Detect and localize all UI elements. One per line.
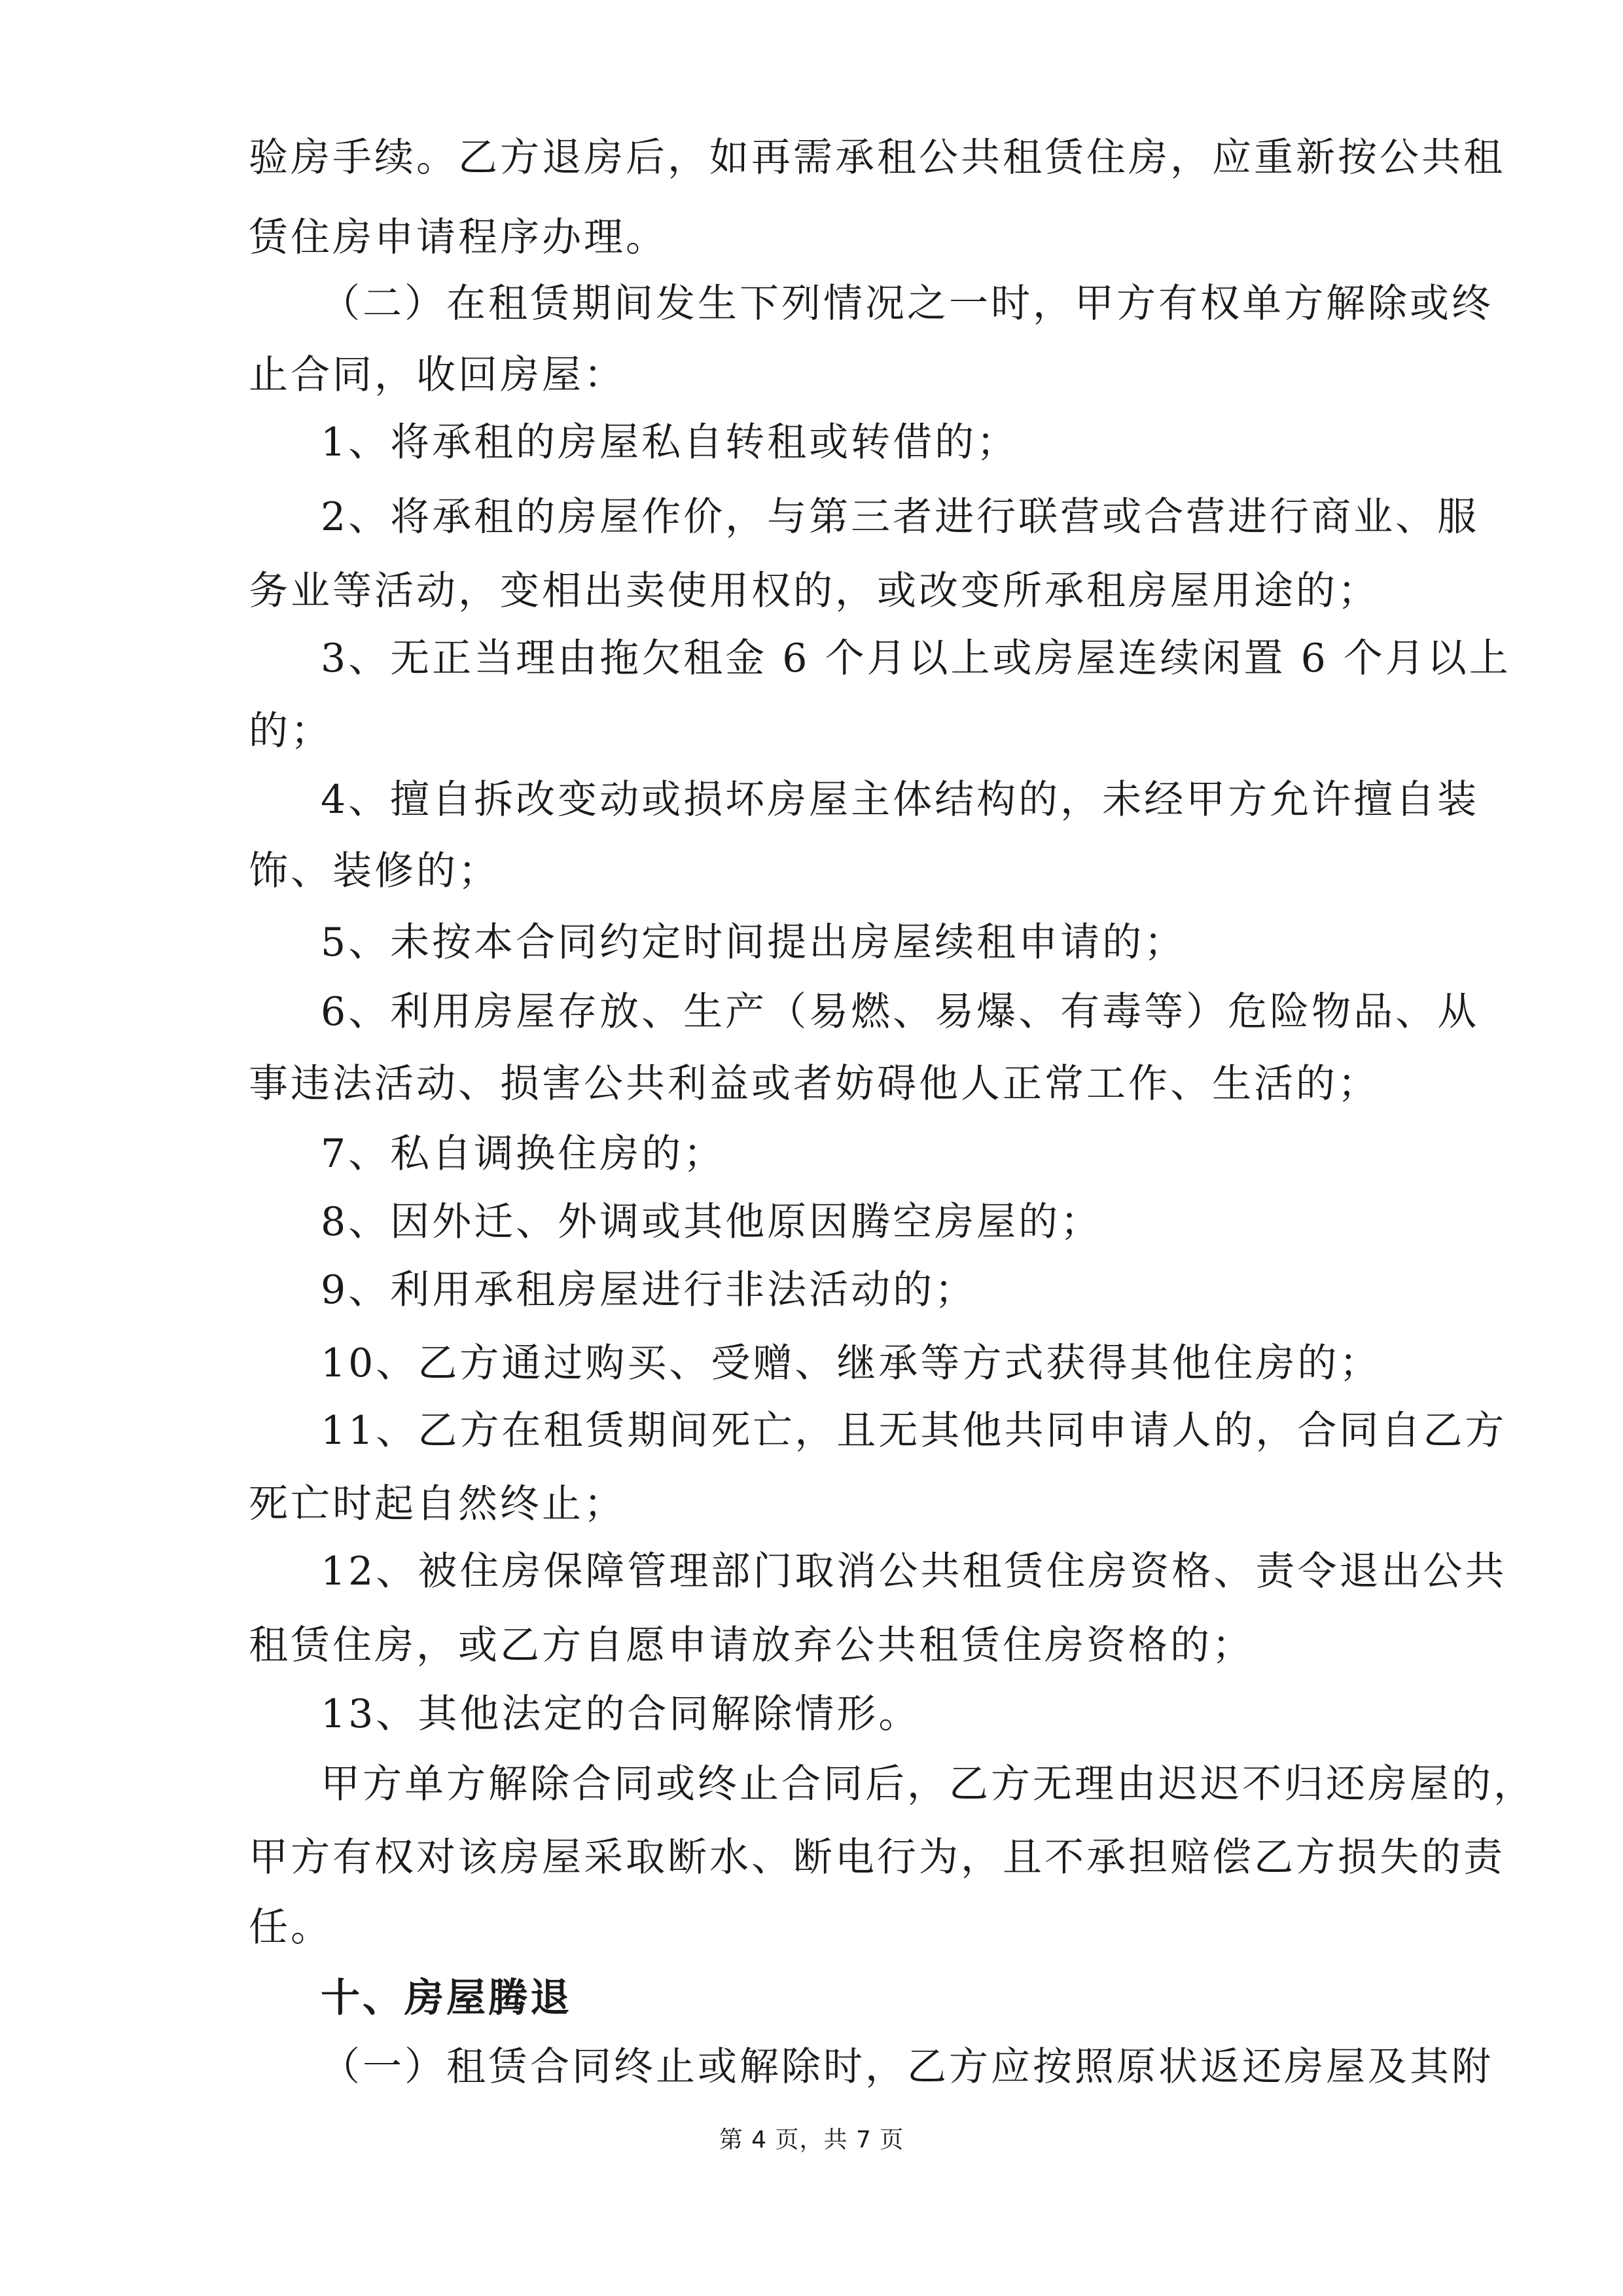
list-item: 5、未按本合同约定时间提出房屋续租申请的；	[321, 920, 1186, 965]
list-item: 4、擅自拆改变动或损坏房屋主体结构的，未经甲方允许擅自装	[321, 777, 1480, 823]
paragraph-line: （二）在租赁期间发生下列情况之一时，甲方有权单方解除或终	[321, 281, 1493, 327]
paragraph-line: 甲方有权对该房屋采取断水、断电行为，且不承担赔偿乙方损失的责	[249, 1835, 1505, 1880]
paragraph-line: 赁住房申请程序办理。	[249, 215, 668, 260]
paragraph-line: 止合同，收回房屋：	[249, 352, 626, 398]
list-item: 13、其他法定的合同解除情形。	[321, 1691, 921, 1737]
section-heading: 十、房屋腾退	[321, 1975, 572, 2021]
list-item: 1、将承租的房屋私自转租或转借的；	[321, 420, 1019, 465]
list-item: 3、无正当理由拖欠租金 6 个月以上或房屋连续闲置 6 个月以上	[321, 636, 1511, 681]
paragraph-line: 验房手续。乙方退房后，如再需承租公共租赁住房，应重新按公共租	[249, 135, 1505, 181]
list-item: 8、因外迁、外调或其他原因腾空房屋的；	[321, 1199, 1103, 1245]
paragraph-line: 任。	[249, 1905, 332, 1950]
list-item: 9、利用承租房屋进行非法活动的；	[321, 1267, 977, 1313]
paragraph-line: 甲方单方解除合同或终止合同后，乙方无理由迟迟不归还房屋的，	[321, 1761, 1535, 1807]
list-item: 6、利用房屋存放、生产（易燃、易爆、有毒等）危险物品、从	[321, 989, 1480, 1035]
paragraph-line: 事违法活动、损害公共利益或者妨碍他人正常工作、生活的；	[249, 1061, 1380, 1107]
paragraph-line: 饰、装修的；	[249, 848, 500, 894]
page-footer: 第 4 页，共 7 页	[719, 2126, 904, 2153]
paragraph-line: （一）租赁合同终止或解除时，乙方应按照原状返还房屋及其附	[321, 2044, 1493, 2090]
paragraph-line: 租赁住房，或乙方自愿申请放弃公共租赁住房资格的；	[249, 1623, 1254, 1668]
paragraph-line: 的；	[249, 708, 332, 754]
list-item: 12、被住房保障管理部门取消公共租赁住房资格、责令退出公共	[321, 1549, 1507, 1594]
paragraph-line: 死亡时起自然终止；	[249, 1481, 626, 1527]
list-item: 10、乙方通过购买、受赠、继承等方式获得其他住房的；	[321, 1340, 1382, 1386]
list-item: 2、将承租的房屋作价，与第三者进行联营或合营进行商业、服	[321, 494, 1480, 540]
paragraph-line: 务业等活动，变相出卖使用权的，或改变所承租房屋用途的；	[249, 568, 1380, 614]
list-item: 11、乙方在租赁期间死亡，且无其他共同申请人的，合同自乙方	[321, 1408, 1507, 1454]
list-item: 7、私自调换住房的；	[321, 1131, 726, 1177]
